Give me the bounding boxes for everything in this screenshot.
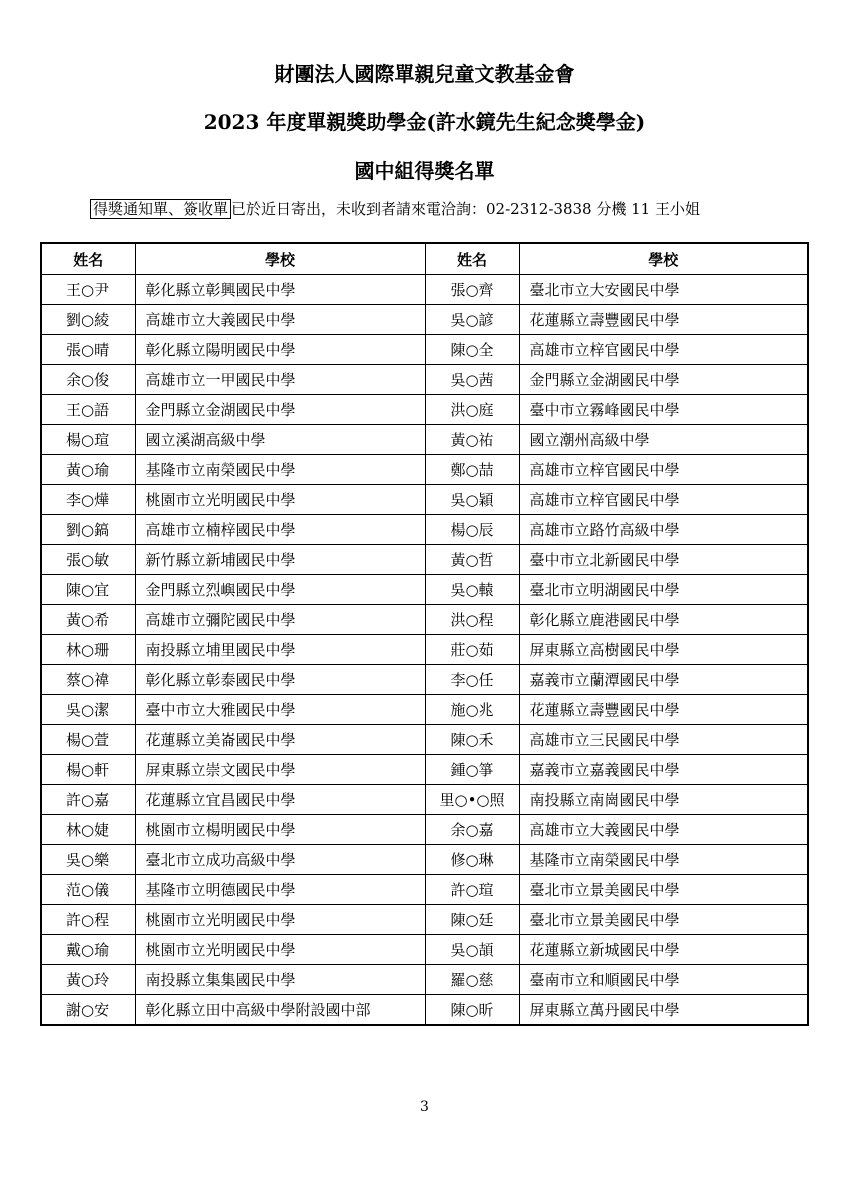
winner-name: 陳○全: [425, 335, 519, 365]
winner-name: 陳○宜: [41, 575, 135, 605]
winner-school: 臺北市立景美國民中學: [519, 905, 808, 935]
winner-school: 彰化縣立鹿港國民中學: [519, 605, 808, 635]
winner-name: 吳○頡: [425, 935, 519, 965]
winner-name: 張○齊: [425, 275, 519, 305]
winner-name: 王○語: [41, 395, 135, 425]
notice-text: 已於近日寄出，未收到者請來電洽詢：02-2312-3838 分機 11 王小姐: [231, 200, 700, 218]
table-row: [41, 485, 808, 515]
table-row: [41, 515, 808, 545]
table-row: [41, 635, 808, 665]
winner-school: 臺北市立大安國民中學: [519, 275, 808, 305]
winner-school: 高雄市立大義國民中學: [135, 305, 425, 335]
table-row: [41, 455, 808, 485]
winner-name: 洪○庭: [425, 395, 519, 425]
winner-school: 桃園市立楊明國民中學: [135, 815, 425, 845]
page-number: 3: [420, 1099, 429, 1115]
table-row: [41, 335, 808, 365]
winner-name: 李○任: [425, 665, 519, 695]
table-row: [41, 545, 808, 575]
table-row: [41, 665, 808, 695]
winner-name: 陳○昕: [425, 995, 519, 1026]
winner-name: 鄭○喆: [425, 455, 519, 485]
winner-school: 臺南市立和順國民中學: [519, 965, 808, 995]
winner-school: 彰化縣立彰泰國民中學: [135, 665, 425, 695]
winner-name: 余○俊: [41, 365, 135, 395]
winner-school: 新竹縣立新埔國民中學: [135, 545, 425, 575]
winner-school: 基隆市立南榮國民中學: [135, 455, 425, 485]
winner-school: 高雄市立三民國民中學: [519, 725, 808, 755]
winner-school: 彰化縣立陽明國民中學: [135, 335, 425, 365]
header-school-2: 學校: [519, 243, 808, 275]
winner-name: 黃○希: [41, 605, 135, 635]
winner-school: 臺北市立景美國民中學: [519, 875, 808, 905]
winner-school: 高雄市立大義國民中學: [519, 815, 808, 845]
winner-school: 南投縣立埔里國民中學: [135, 635, 425, 665]
winner-school: 高雄市立梓官國民中學: [519, 455, 808, 485]
winner-school: 臺中市立大雅國民中學: [135, 695, 425, 725]
winner-name: 劉○鎬: [41, 515, 135, 545]
header-name-1: 姓名: [41, 243, 135, 275]
winner-name: 李○燁: [41, 485, 135, 515]
winner-school: 屏東縣立萬丹國民中學: [519, 995, 808, 1026]
table-row: [41, 365, 808, 395]
winner-name: 范○儀: [41, 875, 135, 905]
notice-boxed-text: 得獎通知單、簽收單: [90, 199, 231, 219]
winner-name: 許○嘉: [41, 785, 135, 815]
winner-name: 黃○玲: [41, 965, 135, 995]
winner-name: 吳○潔: [41, 695, 135, 725]
winner-name: 吳○轅: [425, 575, 519, 605]
table-row: [41, 755, 808, 785]
winner-name: 劉○綾: [41, 305, 135, 335]
winner-school: 金門縣立金湖國民中學: [135, 395, 425, 425]
winner-school: 高雄市立路竹高級中學: [519, 515, 808, 545]
winner-school: 金門縣立金湖國民中學: [519, 365, 808, 395]
winner-name: 鍾○箏: [425, 755, 519, 785]
winner-name: 施○兆: [425, 695, 519, 725]
table-row: [41, 845, 808, 875]
winner-name: 蔡○禕: [41, 665, 135, 695]
table-header-row: [41, 243, 808, 275]
header-name-2: 姓名: [425, 243, 519, 275]
notice-line: [90, 198, 790, 219]
winner-name: 黃○哲: [425, 545, 519, 575]
table-row: [41, 605, 808, 635]
winner-name: 戴○瑜: [41, 935, 135, 965]
program-title: 2023 年度單親獎助學金(許水鏡先生紀念獎學金): [203, 110, 646, 134]
table-row: [41, 725, 808, 755]
winner-school: 屏東縣立高樹國民中學: [519, 635, 808, 665]
winner-name: 洪○程: [425, 605, 519, 635]
table-row: [41, 575, 808, 605]
winner-school: 彰化縣立田中高級中學附設國中部: [135, 995, 425, 1026]
table-row: [41, 935, 808, 965]
winner-school: 南投縣立南崗國民中學: [519, 785, 808, 815]
winner-name: 里○•○照: [425, 785, 519, 815]
winner-name: 張○敏: [41, 545, 135, 575]
winner-name: 楊○軒: [41, 755, 135, 785]
winner-school: 高雄市立一甲國民中學: [135, 365, 425, 395]
winner-name: 余○嘉: [425, 815, 519, 845]
winner-school: 桃園市立光明國民中學: [135, 935, 425, 965]
table-row: [41, 395, 808, 425]
winner-school: 臺北市立明湖國民中學: [519, 575, 808, 605]
winner-name: 王○尹: [41, 275, 135, 305]
table-row: [41, 815, 808, 845]
winner-school: 桃園市立光明國民中學: [135, 485, 425, 515]
foundation-title: 財團法人國際單親兒童文教基金會: [274, 62, 575, 86]
table-row: [41, 695, 808, 725]
winner-school: 桃園市立光明國民中學: [135, 905, 425, 935]
table-row: [41, 905, 808, 935]
table-row: [41, 425, 808, 455]
winner-school: 國立溪湖高級中學: [135, 425, 425, 455]
winner-name: 林○珊: [41, 635, 135, 665]
winner-name: 林○婕: [41, 815, 135, 845]
table-row: [41, 275, 808, 305]
winner-school: 南投縣立集集國民中學: [135, 965, 425, 995]
winner-name: 許○程: [41, 905, 135, 935]
winner-school: 高雄市立梓官國民中學: [519, 485, 808, 515]
winner-name: 陳○廷: [425, 905, 519, 935]
winner-name: 謝○安: [41, 995, 135, 1026]
winner-school: 嘉義市立嘉義國民中學: [519, 755, 808, 785]
winner-name: 吳○樂: [41, 845, 135, 875]
winner-school: 花蓮縣立壽豐國民中學: [519, 695, 808, 725]
winner-name: 黃○瑜: [41, 455, 135, 485]
winner-name: 張○晴: [41, 335, 135, 365]
winner-school: 花蓮縣立美崙國民中學: [135, 725, 425, 755]
winner-school: 花蓮縣立宜昌國民中學: [135, 785, 425, 815]
table-row: [41, 305, 808, 335]
table-row: [41, 965, 808, 995]
winner-school: 高雄市立楠梓國民中學: [135, 515, 425, 545]
winner-name: 陳○禾: [425, 725, 519, 755]
winner-school: 臺北市立成功高級中學: [135, 845, 425, 875]
winner-school: 臺中市立北新國民中學: [519, 545, 808, 575]
winner-school: 花蓮縣立新城國民中學: [519, 935, 808, 965]
winner-name: 吳○穎: [425, 485, 519, 515]
list-title: 國中組得獎名單: [354, 159, 495, 183]
winner-name: 楊○萱: [41, 725, 135, 755]
winner-name: 吳○諺: [425, 305, 519, 335]
table-row: [41, 785, 808, 815]
winner-school: 高雄市立梓官國民中學: [519, 335, 808, 365]
winner-school: 嘉義市立蘭潭國民中學: [519, 665, 808, 695]
winner-name: 許○瑄: [425, 875, 519, 905]
winner-school: 彰化縣立彰興國民中學: [135, 275, 425, 305]
table-row: [41, 875, 808, 905]
winner-name: 楊○瑄: [41, 425, 135, 455]
winner-name: 楊○辰: [425, 515, 519, 545]
winner-school: 國立潮州高級中學: [519, 425, 808, 455]
winner-name: 黃○祐: [425, 425, 519, 455]
winner-school: 屏東縣立崇文國民中學: [135, 755, 425, 785]
winner-school: 臺中市立霧峰國民中學: [519, 395, 808, 425]
table-row: [41, 995, 808, 1026]
winner-name: 吳○茜: [425, 365, 519, 395]
winner-school: 基隆市立南榮國民中學: [519, 845, 808, 875]
winner-school: 金門縣立烈嶼國民中學: [135, 575, 425, 605]
awards-table: [40, 242, 809, 1026]
winner-name: 修○琳: [425, 845, 519, 875]
winner-school: 高雄市立彌陀國民中學: [135, 605, 425, 635]
winner-school: 基隆市立明德國民中學: [135, 875, 425, 905]
winner-name: 莊○茹: [425, 635, 519, 665]
winner-school: 花蓮縣立壽豐國民中學: [519, 305, 808, 335]
header-school-1: 學校: [135, 243, 425, 275]
winner-name: 羅○慈: [425, 965, 519, 995]
